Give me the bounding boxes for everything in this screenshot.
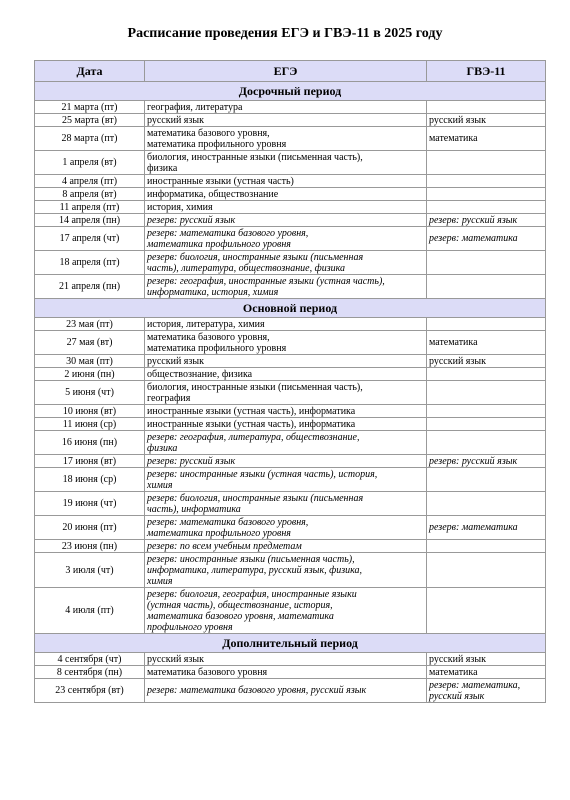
date-cell: 3 июля (чт) [35,553,145,588]
ege-cell: история, литература, химия [145,318,427,331]
date-cell: 8 апреля (вт) [35,188,145,201]
ege-cell: резерв: русский язык [145,214,427,227]
date-cell: 16 июня (пн) [35,431,145,455]
gve-cell: русский язык [427,355,546,368]
ege-cell: резерв: география, литература, обществознание, физика [145,431,427,455]
table-row [35,251,546,275]
date-cell: 19 июня (чт) [35,492,145,516]
date-cell: 25 марта (вт) [35,114,145,127]
table-row [35,468,546,492]
table-row [35,227,546,251]
ege-cell: история, химия [145,201,427,214]
table-row [35,175,546,188]
table-row [35,201,546,214]
table-row [35,516,546,540]
period-header-row [35,299,546,318]
date-cell: 10 июня (вт) [35,405,145,418]
date-cell: 5 июня (чт) [35,381,145,405]
ege-cell: математика базового уровня, математика профильного уровня [145,127,427,151]
ege-cell: информатика, обществознание [145,188,427,201]
table-row [35,355,546,368]
date-cell: 17 июня (вт) [35,455,145,468]
date-cell: 14 апреля (пн) [35,214,145,227]
date-cell: 27 мая (вт) [35,331,145,355]
gve-cell: резерв: математика, русский язык [427,679,546,703]
ege-cell: иностранные языки (устная часть) [145,175,427,188]
period-title: Дополнительный период [35,634,546,653]
gve-cell: резерв: математика [427,516,546,540]
date-cell: 23 мая (пт) [35,318,145,331]
table-row [35,679,546,703]
date-cell: 18 июня (ср) [35,468,145,492]
table-row [35,540,546,553]
date-cell: 4 апреля (пт) [35,175,145,188]
ege-cell: резерв: иностранные языки (устная часть), история, химия [145,468,427,492]
ege-cell: биология, иностранные языки (письменная часть), география [145,381,427,405]
gve-cell [427,101,546,114]
gve-cell [427,553,546,588]
period-title: Основной период [35,299,546,318]
table-row [35,101,546,114]
date-cell: 28 марта (пт) [35,127,145,151]
table-header-row [35,61,546,82]
gve-cell: математика [427,127,546,151]
date-cell: 1 апреля (вт) [35,151,145,175]
table-row [35,588,546,634]
table-row [35,455,546,468]
gve-cell [427,201,546,214]
date-cell: 23 июня (пн) [35,540,145,553]
gve-cell: резерв: русский язык [427,214,546,227]
column-header-date: Дата [35,61,145,82]
gve-cell: математика [427,331,546,355]
table-row [35,381,546,405]
gve-cell [427,431,546,455]
date-cell: 30 мая (пт) [35,355,145,368]
column-header-gve: ГВЭ-11 [427,61,546,82]
ege-cell: резерв: биология, география, иностранные языки (устная часть), обществознание, история, математика базового уровня, математика профильного уровня [145,588,427,634]
ege-cell: обществознание, физика [145,368,427,381]
date-cell: 20 июня (пт) [35,516,145,540]
table-row [35,188,546,201]
ege-cell: резерв: русский язык [145,455,427,468]
gve-cell: русский язык [427,653,546,666]
gve-cell [427,151,546,175]
ege-cell: резерв: по всем учебным предметам [145,540,427,553]
table-row [35,653,546,666]
table-row [35,214,546,227]
gve-cell [427,251,546,275]
table-row [35,492,546,516]
ege-cell: резерв: математика базового уровня, математика профильного уровня [145,516,427,540]
ege-cell: иностранные языки (устная часть), информатика [145,405,427,418]
ege-cell: резерв: география, иностранные языки (устная часть), информатика, история, химия [145,275,427,299]
page-title: Расписание проведения ЕГЭ и ГВЭ-11 в 2025 году [127,26,443,41]
gve-cell [427,275,546,299]
table-row [35,666,546,679]
table-row [35,127,546,151]
gve-cell [427,418,546,431]
gve-cell [427,368,546,381]
ege-cell: русский язык [145,114,427,127]
date-cell: 21 марта (пт) [35,101,145,114]
ege-cell: русский язык [145,653,427,666]
period-header-row [35,82,546,101]
ege-cell: математика базового уровня [145,666,427,679]
ege-cell: резерв: биология, иностранные языки (письменная часть), информатика [145,492,427,516]
gve-cell [427,540,546,553]
date-cell: 8 сентября (пн) [35,666,145,679]
gve-cell [427,381,546,405]
table-row [35,368,546,381]
ege-cell: математика базового уровня, математика профильного уровня [145,331,427,355]
ege-cell: резерв: математика базового уровня, русский язык [145,679,427,703]
table-row [35,275,546,299]
gve-cell [427,188,546,201]
gve-cell [427,492,546,516]
gve-cell: русский язык [427,114,546,127]
gve-cell: математика [427,666,546,679]
schedule-table [34,60,546,703]
table-row [35,331,546,355]
column-header-ege: ЕГЭ [145,61,427,82]
table-row [35,114,546,127]
date-cell: 18 апреля (пт) [35,251,145,275]
table-row [35,431,546,455]
date-cell: 17 апреля (чт) [35,227,145,251]
table-body [35,82,546,703]
period-header-row [35,634,546,653]
date-cell: 21 апреля (пн) [35,275,145,299]
table-row [35,405,546,418]
date-cell: 11 июня (ср) [35,418,145,431]
date-cell: 11 апреля (пт) [35,201,145,214]
ege-cell: иностранные языки (устная часть), информатика [145,418,427,431]
table-row [35,418,546,431]
gve-cell [427,588,546,634]
ege-cell: резерв: биология, иностранные языки (письменная часть), литература, обществознание, физика [145,251,427,275]
date-cell: 23 сентября (вт) [35,679,145,703]
date-cell: 2 июня (пн) [35,368,145,381]
gve-cell: резерв: русский язык [427,455,546,468]
gve-cell: резерв: математика [427,227,546,251]
ege-cell: резерв: иностранные языки (письменная часть), информатика, литература, русский язык, физика, химия [145,553,427,588]
date-cell: 4 сентября (чт) [35,653,145,666]
ege-cell: русский язык [145,355,427,368]
gve-cell [427,175,546,188]
table-row [35,151,546,175]
table-row [35,318,546,331]
date-cell: 4 июля (пт) [35,588,145,634]
gve-cell [427,318,546,331]
ege-cell: биология, иностранные языки (письменная часть), физика [145,151,427,175]
gve-cell [427,468,546,492]
ege-cell: география, литература [145,101,427,114]
ege-cell: резерв: математика базового уровня, математика профильного уровня [145,227,427,251]
period-title: Досрочный период [35,82,546,101]
gve-cell [427,405,546,418]
table-row [35,553,546,588]
